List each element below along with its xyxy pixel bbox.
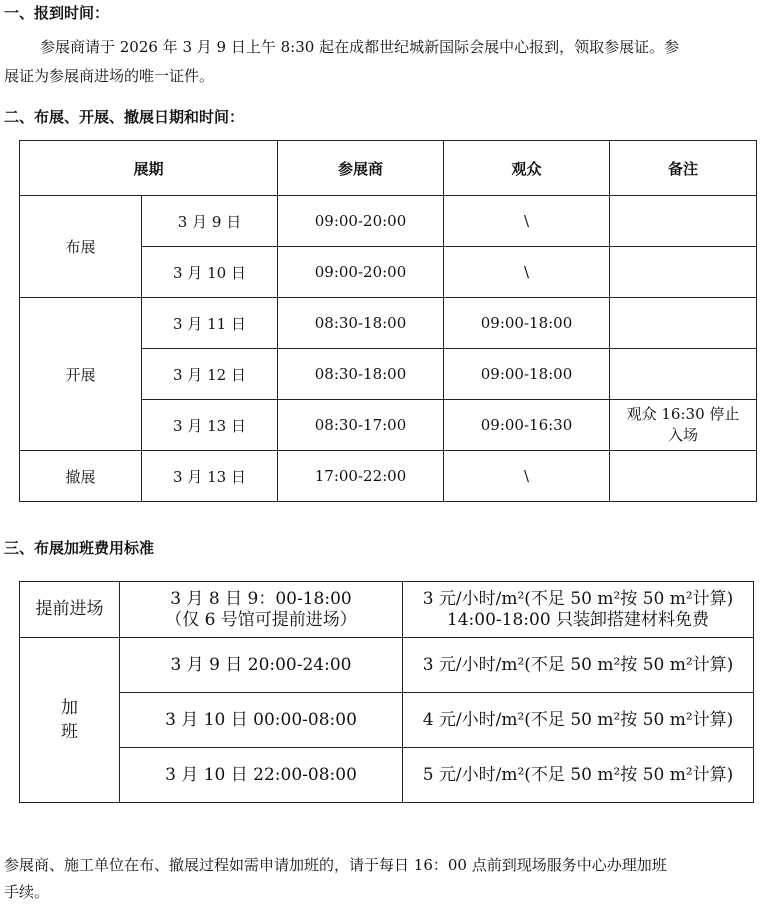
visitor-cell: 09:00-16:30	[444, 400, 610, 451]
exhibitor-cell: 17:00-22:00	[278, 451, 444, 502]
fee-line: 3 元/小时/m²(不足 50 m²按 50 m²计算)	[422, 588, 734, 609]
section1-heading: 一、报到时间：	[4, 4, 110, 22]
table-row	[20, 638, 754, 693]
visitor-cell: \	[444, 196, 610, 247]
exhibitor-cell: 08:30-18:00	[278, 298, 444, 349]
overtime-label-line: 加	[61, 698, 78, 718]
section1-line2: 展证为参展商进场的唯一证件。	[4, 67, 215, 85]
visitor-cell: \	[444, 247, 610, 298]
section3-heading: 三、布展加班费用标准	[4, 539, 155, 557]
exhibitor-cell: 08:30-17:00	[278, 400, 444, 451]
fee-line: 14:00-18:00 只装卸搭建材料免费	[446, 609, 710, 630]
date-cell: 3 月 13 日	[142, 451, 278, 502]
header-note: 备注	[610, 141, 757, 196]
section1-paragraph	[4, 33, 766, 91]
schedule-table	[19, 140, 757, 502]
footer-note	[4, 852, 766, 906]
header-visitor: 观众	[444, 141, 610, 196]
date-cell: 3 月 10 日	[142, 247, 278, 298]
note-cell	[610, 196, 757, 247]
footer-line2: 手续。	[4, 883, 50, 901]
overtime-label	[20, 638, 120, 803]
phase-open: 开展	[20, 298, 142, 451]
overtime-time: 3 月 10 日 22:00-08:00	[120, 748, 403, 803]
note-cell	[610, 400, 757, 451]
visitor-cell: 09:00-18:00	[444, 298, 610, 349]
header-exhibitor: 参展商	[278, 141, 444, 196]
visitor-cell: 09:00-18:00	[444, 349, 610, 400]
time-line: 3 月 8 日 9：00-18:00	[170, 588, 352, 609]
table-row	[20, 298, 757, 349]
time-line: （仅 6 号馆可提前进场）	[165, 609, 357, 630]
phase-teardown: 撤展	[20, 451, 142, 502]
overtime-fee: 5 元/小时/m²(不足 50 m²按 50 m²计算)	[403, 748, 754, 803]
schedule-header-row	[20, 141, 757, 196]
section1-line1: 参展商请于 2026 年 3 月 9 日上午 8:30 起在成都世纪城新国际会展中心报到，领取参展证。参	[40, 38, 680, 56]
note-cell	[610, 451, 757, 502]
early-entry-time	[120, 582, 403, 638]
table-row	[20, 693, 754, 748]
phase-setup: 布展	[20, 196, 142, 298]
visitor-cell: \	[444, 451, 610, 502]
overtime-fee: 3 元/小时/m²(不足 50 m²按 50 m²计算)	[403, 638, 754, 693]
section2-heading: 二、布展、开展、撤展日期和时间：	[4, 108, 245, 126]
date-cell: 3 月 13 日	[142, 400, 278, 451]
table-row	[20, 451, 757, 502]
note-cell	[610, 349, 757, 400]
header-period: 展期	[20, 141, 278, 196]
table-row	[20, 196, 757, 247]
note-line: 入场	[668, 426, 699, 444]
note-line: 观众 16:30 停止	[626, 405, 740, 423]
early-entry-fee	[403, 582, 754, 638]
overtime-label-line: 班	[61, 722, 78, 742]
overtime-fee: 4 元/小时/m²(不足 50 m²按 50 m²计算)	[403, 693, 754, 748]
overtime-time: 3 月 10 日 00:00-08:00	[120, 693, 403, 748]
date-cell: 3 月 12 日	[142, 349, 278, 400]
exhibitor-cell: 09:00-20:00	[278, 247, 444, 298]
date-cell: 3 月 9 日	[142, 196, 278, 247]
exhibitor-cell: 09:00-20:00	[278, 196, 444, 247]
note-cell	[610, 247, 757, 298]
exhibitor-cell: 08:30-18:00	[278, 349, 444, 400]
overtime-time: 3 月 9 日 20:00-24:00	[120, 638, 403, 693]
table-row	[20, 582, 754, 638]
date-cell: 3 月 11 日	[142, 298, 278, 349]
overtime-fee-table	[19, 581, 754, 803]
early-entry-label: 提前进场	[20, 582, 120, 638]
table-row	[20, 748, 754, 803]
footer-line1: 参展商、施工单位在布、撤展过程如需申请加班的，请于每日 16：00 点前到现场服务中心办理加班	[4, 856, 667, 874]
note-cell	[610, 298, 757, 349]
